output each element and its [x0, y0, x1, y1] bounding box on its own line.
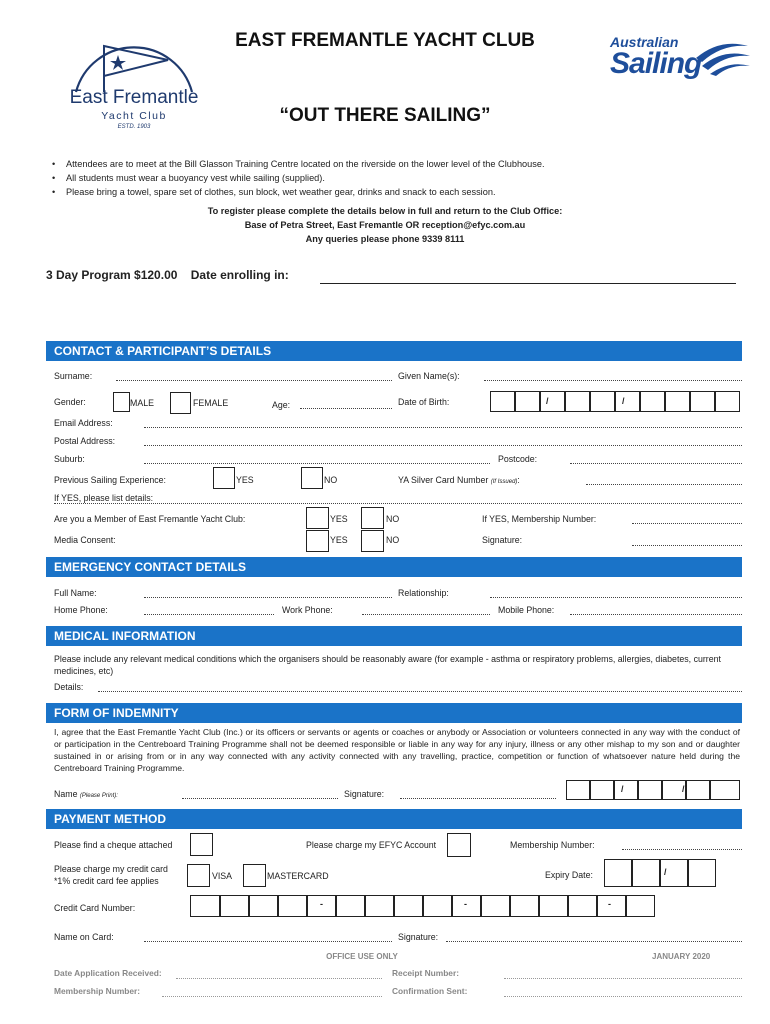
dob-slash: /	[622, 396, 625, 406]
postal-field[interactable]	[144, 445, 742, 446]
instruction-item: • Attendees are to meet at the Bill Glasson Training Centre located on the riverside on the lower level of the Clubhouse.	[66, 157, 545, 171]
register-line-3: Any queries please phone 9339 8111	[305, 234, 465, 244]
surname-label: Surname:	[54, 371, 93, 381]
name-on-card-field[interactable]	[144, 941, 392, 942]
ya-card-text: YA Silver Card Number	[398, 475, 489, 485]
card-number-label: Credit Card Number:	[54, 903, 136, 913]
member-no-label: NO	[386, 514, 400, 524]
indemnity-signature-label: Signature:	[344, 789, 385, 799]
prev-yes-checkbox[interactable]	[213, 467, 235, 489]
relationship-field[interactable]	[490, 597, 742, 598]
page-title: EAST FREMANTLE YACHT CLUB	[235, 30, 535, 51]
indemnity-name-field[interactable]	[182, 798, 338, 799]
cheque-label: Please find a cheque attached	[54, 840, 173, 850]
indemnity-signature-field[interactable]	[400, 798, 556, 799]
office-membership-label: Membership Number:	[54, 986, 141, 996]
list-details-field[interactable]	[54, 503, 742, 504]
club-logo-estd: ESTD. 1903	[117, 124, 151, 130]
sail-swoosh-icon	[692, 36, 752, 76]
receipt-number-field[interactable]	[504, 978, 742, 979]
member-yes-label: YES	[330, 514, 348, 524]
efyc-account-label: Please charge my EFYC Account	[306, 840, 437, 850]
mobile-phone-label: Mobile Phone:	[498, 605, 555, 615]
media-consent-label: Media Consent:	[54, 535, 116, 545]
credit-card-label-2: *1% credit card fee applies	[54, 876, 159, 886]
email-field[interactable]	[144, 427, 742, 428]
indemnity-section-header: FORM OF INDEMNITY	[46, 703, 742, 723]
mastercard-label: MASTERCARD	[267, 871, 329, 881]
prev-sailing-label: Previous Sailing Experience:	[54, 475, 166, 485]
prev-yes-label: YES	[236, 475, 254, 485]
form-date: JANUARY 2020	[652, 952, 711, 961]
confirmation-sent-label: Confirmation Sent:	[392, 986, 468, 996]
postcode-label: Postcode:	[498, 454, 538, 464]
media-signature-label: Signature:	[482, 535, 523, 545]
page-subtitle: “OUT THERE SAILING”	[279, 105, 491, 126]
payment-signature-label: Signature:	[398, 932, 439, 942]
partner-logo-line1: Australian	[610, 34, 679, 50]
suburb-label: Suburb:	[54, 454, 85, 464]
register-line-1: To register please complete the details below in full and return to the Club Office:	[207, 206, 563, 216]
card-number-dash: -	[320, 899, 323, 909]
ya-card-field[interactable]	[586, 484, 742, 485]
confirmation-sent-field[interactable]	[504, 996, 742, 997]
given-name-field[interactable]	[484, 380, 742, 381]
card-number-dash: -	[608, 899, 611, 909]
media-signature-field[interactable]	[632, 545, 742, 546]
female-checkbox[interactable]	[170, 392, 191, 414]
given-name-label: Given Name(s):	[398, 371, 460, 381]
cheque-checkbox[interactable]	[190, 833, 213, 856]
membership-number-label: If YES, Membership Number:	[482, 514, 597, 524]
male-checkbox[interactable]	[113, 392, 130, 412]
dob-slash: /	[546, 396, 549, 406]
female-label: FEMALE	[193, 398, 229, 408]
card-number-dash: -	[464, 899, 467, 909]
full-name-field[interactable]	[144, 597, 392, 598]
mobile-phone-field[interactable]	[570, 614, 742, 615]
partner-logo-line2: Sailing	[610, 47, 702, 80]
gender-label: Gender:	[54, 397, 86, 407]
member-no-checkbox[interactable]	[361, 507, 384, 529]
visa-label: VISA	[212, 871, 233, 881]
contact-section-header: CONTACT & PARTICIPANT’S DETAILS	[46, 341, 742, 361]
visa-checkbox[interactable]	[187, 864, 210, 887]
member-label: Are you a Member of East Fremantle Yacht Club:	[54, 514, 246, 524]
membership-number-field[interactable]	[632, 523, 742, 524]
medical-details-field[interactable]	[98, 691, 742, 692]
work-phone-label: Work Phone:	[282, 605, 333, 615]
home-phone-field[interactable]	[144, 614, 274, 615]
payment-section-header: PAYMENT METHOD	[46, 809, 742, 829]
media-no-checkbox[interactable]	[361, 530, 384, 552]
ya-card-note: (If Issued)	[490, 479, 518, 485]
media-yes-checkbox[interactable]	[306, 530, 329, 552]
receipt-number-label: Receipt Number:	[392, 968, 460, 978]
date-received-field[interactable]	[176, 978, 382, 979]
indemnity-name-text: Name	[54, 789, 78, 799]
club-logo-sub: Yacht Club	[101, 110, 167, 122]
media-no-label: NO	[386, 535, 400, 545]
program-label: 3 Day Program $120.00 Date enrolling in:	[46, 268, 289, 282]
medical-text: Please include any relevant medical conditions which the organisers should be reasonably aware (for example - asthma or respiratory problems, allergies, diabetes, current medicines, etc)	[54, 654, 721, 676]
indemnity-date-slash: /	[682, 784, 685, 794]
medical-details-label: Details:	[54, 682, 84, 692]
instructions-list	[66, 157, 545, 200]
work-phone-field[interactable]	[362, 614, 490, 615]
age-field[interactable]	[300, 408, 392, 409]
medical-section-header: MEDICAL INFORMATION	[46, 626, 742, 646]
postal-label: Postal Address:	[54, 436, 116, 446]
indemnity-name-label	[54, 789, 118, 799]
emergency-section-header: EMERGENCY CONTACT DETAILS	[46, 557, 742, 577]
club-logo-name: East Fremantle	[69, 87, 199, 108]
partner-logo	[608, 34, 758, 92]
register-line-2: Base of Petra Street, East Fremantle OR reception@efyc.com.au	[244, 220, 526, 230]
efyc-account-checkbox[interactable]	[447, 833, 471, 857]
relationship-label: Relationship:	[398, 588, 449, 598]
office-membership-field[interactable]	[162, 996, 382, 997]
instruction-item: • All students must wear a buoyancy vest while sailing (supplied).	[66, 171, 545, 185]
home-phone-label: Home Phone:	[54, 605, 108, 615]
male-label: MALE	[130, 398, 154, 408]
indemnity-date-slash: /	[621, 784, 624, 794]
prev-no-label: NO	[324, 475, 338, 485]
age-label: Age:	[272, 400, 291, 410]
payment-membership-field[interactable]	[622, 849, 742, 850]
ya-card-colon: :	[517, 475, 520, 485]
ya-card-label	[398, 475, 520, 485]
media-yes-label: YES	[330, 535, 348, 545]
indemnity-name-note: (Please Print):	[79, 793, 118, 799]
surname-field[interactable]	[116, 380, 392, 381]
prev-no-checkbox[interactable]	[301, 467, 323, 489]
suburb-field[interactable]	[144, 463, 490, 464]
expiry-slash: /	[664, 867, 667, 877]
payment-signature-field[interactable]	[446, 941, 742, 942]
email-label: Email Address:	[54, 418, 113, 428]
name-on-card-label: Name on Card:	[54, 932, 114, 942]
expiry-label: Expiry Date:	[545, 870, 593, 880]
postcode-field[interactable]	[570, 463, 742, 464]
date-received-label: Date Application Received:	[54, 968, 162, 978]
dob-label: Date of Birth:	[398, 397, 450, 407]
list-details-label: If YES, please list details:	[54, 493, 154, 503]
credit-card-label-1: Please charge my credit card	[54, 864, 168, 874]
office-use-heading: OFFICE USE ONLY	[326, 952, 398, 961]
member-yes-checkbox[interactable]	[306, 507, 329, 529]
payment-membership-label: Membership Number:	[510, 840, 595, 850]
enrol-date-field[interactable]	[320, 283, 736, 284]
full-name-label: Full Name:	[54, 588, 97, 598]
club-logo	[58, 24, 210, 134]
instruction-item: • Please bring a towel, spare set of clothes, sun block, wet weather gear, drinks and snack to each session.	[66, 185, 545, 199]
indemnity-text: I, agree that the East Fremantle Yacht Club (Inc.) or its officers or servants or agents or coaches or anybody or Association or volunteers connected in any way with the conduct of or participation in the Centreboard Training Programme shall not be deemed responsible or liable in any way for any injury, illness or any other mishap to my son and or daughter sustained in or arising from or in any way connected with any activity connected with any travelling, practice, competition or function of whatsoever nature held during the Centreboard Training Programme.	[54, 727, 740, 773]
mastercard-checkbox[interactable]	[243, 864, 266, 887]
